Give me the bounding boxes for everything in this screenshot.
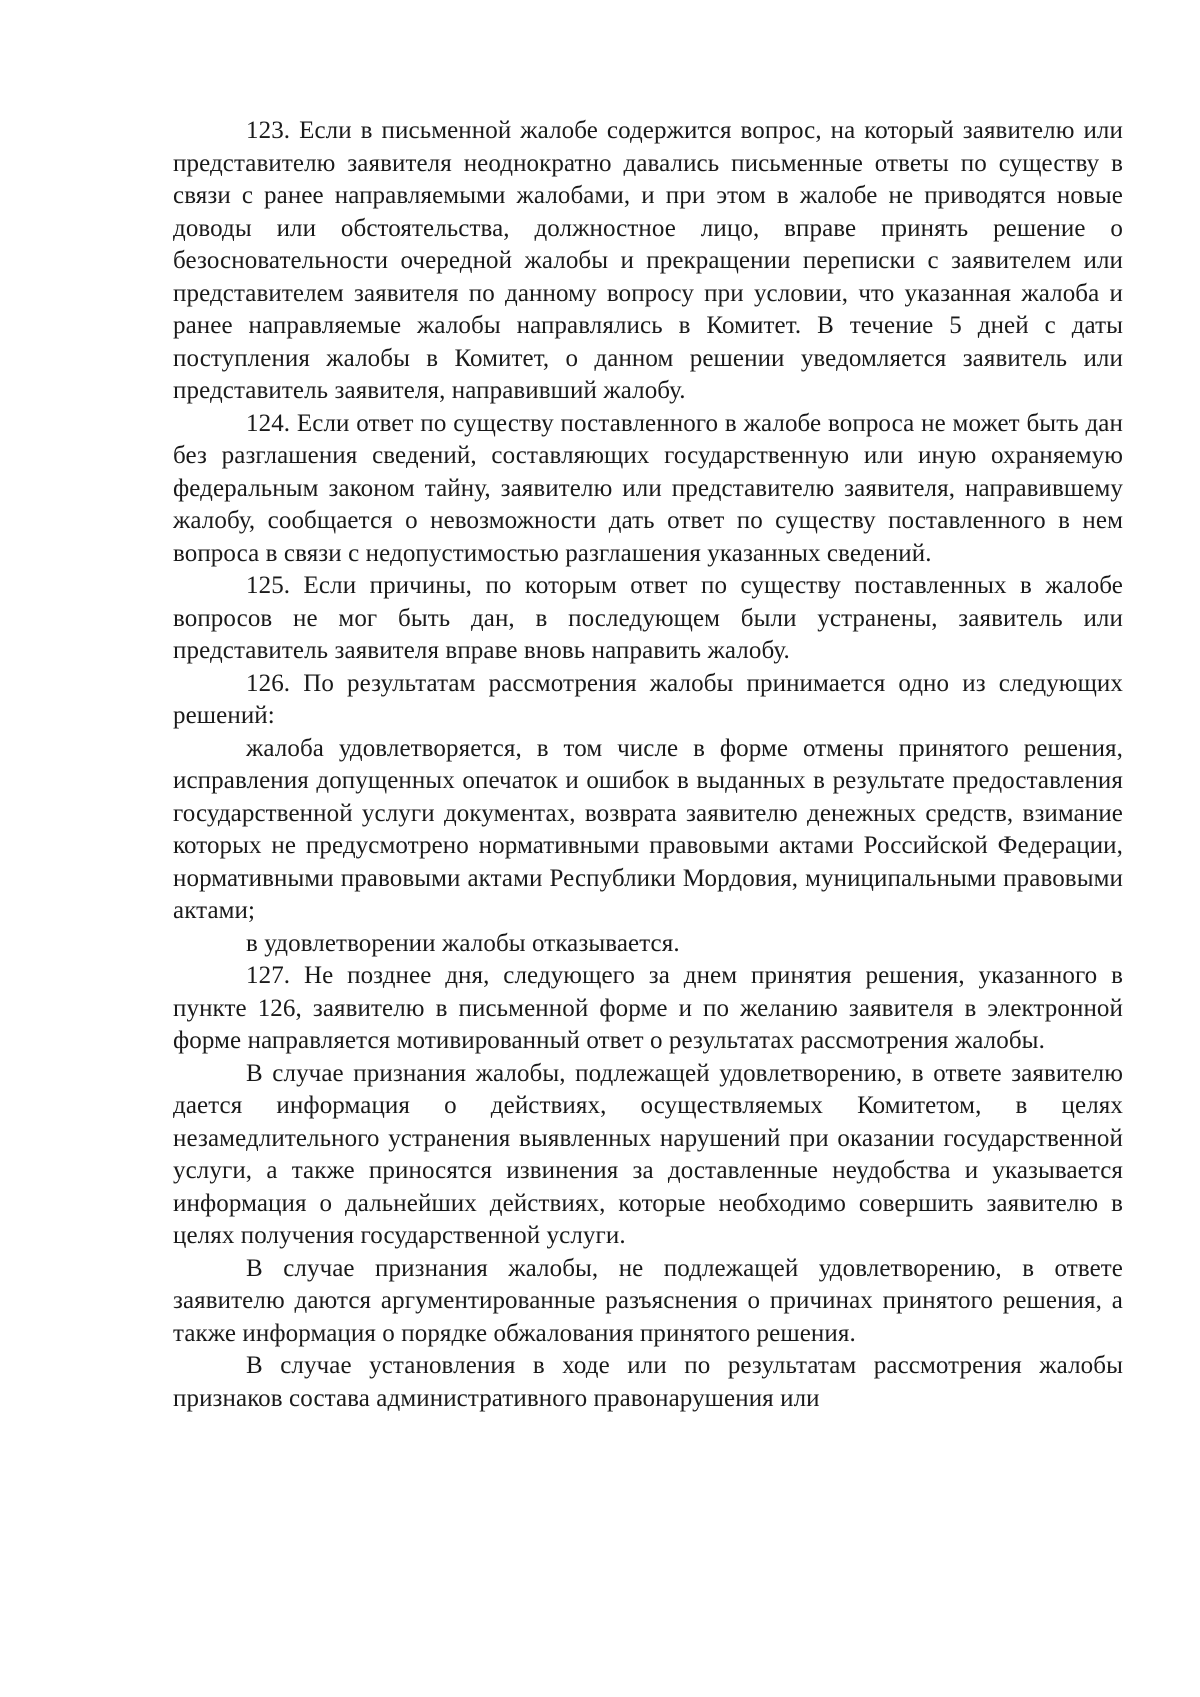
document-body [173,115,1123,1415]
paragraph-124: 124. Если ответ по существу поставленного в жалобе вопроса не может быть дан без разглашения сведений, составляющих государственную или иную охраняемую федеральным законом тайну, заявителю или представителю заявителя, направившему жалобу, сообщается о невозможности дать ответ по существу поставленного в нем вопроса в связи с недопустимостью разглашения указанных сведений. [173,409,1123,567]
paragraph-127-satisfied-case: В случае признания жалобы, подлежащей удовлетворению, в ответе заявителю дается информация о действиях, осуществляемых Комитетом, в целях незамедлительного устранения выявленных нарушений при оказании государственной услуги, а также приносятся извинения за доставленные неудобства и указывается информация о дальнейших действиях, которые необходимо совершить заявителю в целях получения государственной услуги. [173,1059,1123,1249]
paragraph-126-option-refused: в удовлетворении жалобы отказывается. [246,929,680,957]
paragraph-127-not-satisfied-case: В случае признания жалобы, не подлежащей удовлетворению, в ответе заявителю даются аргументированные разъяснения о причинах принятого решения, а также информация о порядке обжалования принятого решения. [173,1254,1123,1347]
paragraph-127-violation-case: В случае установления в ходе или по результатам рассмотрения жалобы признаков состава административного правонарушения или [173,1352,1123,1412]
paragraph-126: 126. По результатам рассмотрения жалобы принимается одно из следующих решений: [173,669,1123,729]
paragraph-125: 125. Если причины, по которым ответ по существу поставленных в жалобе вопросов не мог быть дан, в последующем были устранены, заявитель или представитель заявителя вправе вновь направить жалобу. [173,572,1123,664]
paragraph-126-option-satisfied: жалоба удовлетворяется, в том числе в форме отмены принятого решения, исправления допущенных опечаток и ошибок в выданных в результате предоставления государственной услуги документах, возврата заявителю денежных средств, взимание которых не предусмотрено нормативными правовыми актами Российской Федерации, нормативными правовыми актами Республики Мордовия, муниципальными правовыми актами; [173,734,1123,924]
paragraph-123: 123. Если в письменной жалобе содержится вопрос, на который заявителю или представителю заявителя неоднократно давались письменные ответы по существу в связи с ранее направляемыми жалобами, и при этом в жалобе не приводятся новые доводы или обстоятельства, должностное лицо, вправе принять решение о безосновательности очередной жалобы и прекращении переписки с заявителем или представителем заявителя по данному вопросу при условии, что указанная жалоба и ранее направляемые жалобы направлялись в Комитет. В течение 5 дней с даты поступления жалобы в Комитет, о данном решении уведомляется заявитель или представитель заявителя, направивший жалобу. [173,117,1123,404]
paragraph-127: 127. Не позднее дня, следующего за днем принятия решения, указанного в пункте 126, заявителю в письменной форме и по желанию заявителя в электронной форме направляется мотивированный ответ о результатах рассмотрения жалобы. [173,962,1123,1054]
